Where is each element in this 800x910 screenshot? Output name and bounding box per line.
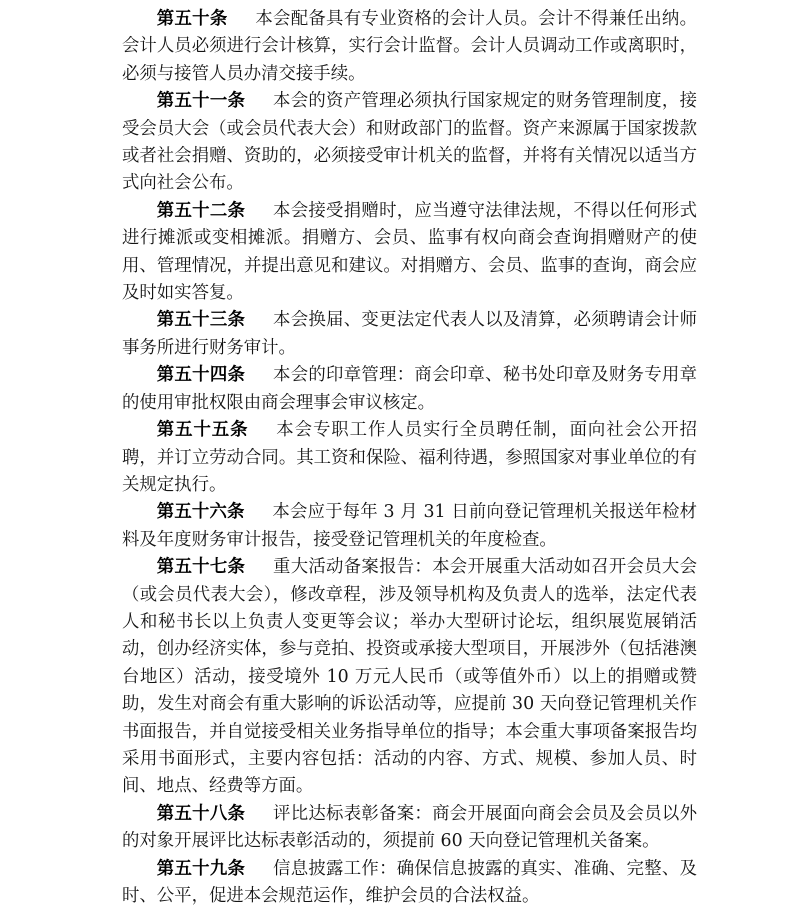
article-number: 第五十八条	[156, 803, 246, 824]
article-54	[122, 362, 697, 417]
article-body: 本会接受捐赠时，应当遵守法律法规，不得以任何形式进行摊派或变相摊派。捐赠方、会员、监事有权向商会查询捐赠财产的使用、管理情况，并提出意见和建议。对捐赠方、会员、监事的查询，商会应及时如实答复。	[122, 200, 697, 304]
article-57	[122, 554, 697, 801]
article-53	[122, 307, 697, 362]
article-51	[122, 88, 697, 198]
articles-text-block	[122, 6, 697, 910]
article-number: 第五十一条	[156, 91, 246, 112]
article-59	[122, 856, 697, 910]
article-52	[122, 198, 697, 308]
article-number: 第五十二条	[156, 200, 246, 221]
article-55	[122, 417, 697, 499]
article-58	[122, 801, 697, 856]
article-number: 第五十五条	[156, 420, 249, 441]
article-56	[122, 499, 697, 554]
article-body: 重大活动备案报告：本会开展重大活动如召开会员大会（或会员代表大会），修改章程，涉及领导机构及负责人的选举，法定代表人和秘书长以上负责人变更等会议；举办大型研讨论坛，组织展览展销活动，创办经济实体，参与竞拍、投资或承接大型项目，开展涉外（包括港澳台地区）活动，接受境外 10 万元人民币（或等值外币）以上的捐赠或赞助，发生对商会有重大影响的诉讼活动等，应提前 30 天向登记管理机关作书面报告，并自觉接受相关业务指导单位的指导；本会重大事项备案报告均采用书面形式，主要内容包括：活动的内容、方式、规模、参加人员、时间、地点、经费等方面。	[122, 557, 697, 797]
article-number: 第五十四条	[156, 365, 246, 386]
article-body: 本会换届、变更法定代表人以及清算，必须聘请会计师事务所进行财务审计。	[122, 310, 697, 358]
article-number: 第五十三条	[156, 310, 246, 331]
article-body: 本会的资产管理必须执行国家规定的财务管理制度，接受会员大会（或会员代表大会）和财政部门的监督。资产来源属于国家拨款或者社会捐赠、资助的，必须接受审计机关的监督，并将有关情况以适当方式向社会公布。	[122, 91, 697, 194]
article-body: 信息披露工作：确保信息披露的真实、准确、完整、及时、公平，促进本会规范运作，维护会员的合法权益。	[122, 858, 697, 906]
article-body: 本会的印章管理：商会印章、秘书处印章及财务专用章的使用审批权限由商会理事会审议核定。	[122, 365, 697, 413]
article-body: 评比达标表彰备案：商会开展面向商会会员及会员以外的对象开展评比达标表彰活动的，须提前 60 天向登记管理机关备案。	[122, 803, 697, 852]
article-number: 第五十条	[156, 9, 228, 29]
article-body: 本会配备具有专业资格的会计人员。会计不得兼任出纳。会计人员必须进行会计核算，实行会计监督。会计人员调动工作或离职时，必须与接管人员办清交接手续。	[122, 9, 697, 84]
article-number: 第五十六条	[156, 502, 245, 523]
article-number: 第五十九条	[156, 858, 246, 879]
article-body: 本会专职工作人员实行全员聘任制，面向社会公开招聘，并订立劳动合同。其工资和保险、福利待遇，参照国家对事业单位的有关规定执行。	[122, 420, 697, 495]
article-number: 第五十七条	[156, 557, 246, 578]
article-body: 本会应于每年 3 月 31 日前向登记管理机关报送年检材料及年度财务审计报告，接受登记管理机关的年度检查。	[122, 502, 697, 550]
article-50	[122, 6, 697, 88]
